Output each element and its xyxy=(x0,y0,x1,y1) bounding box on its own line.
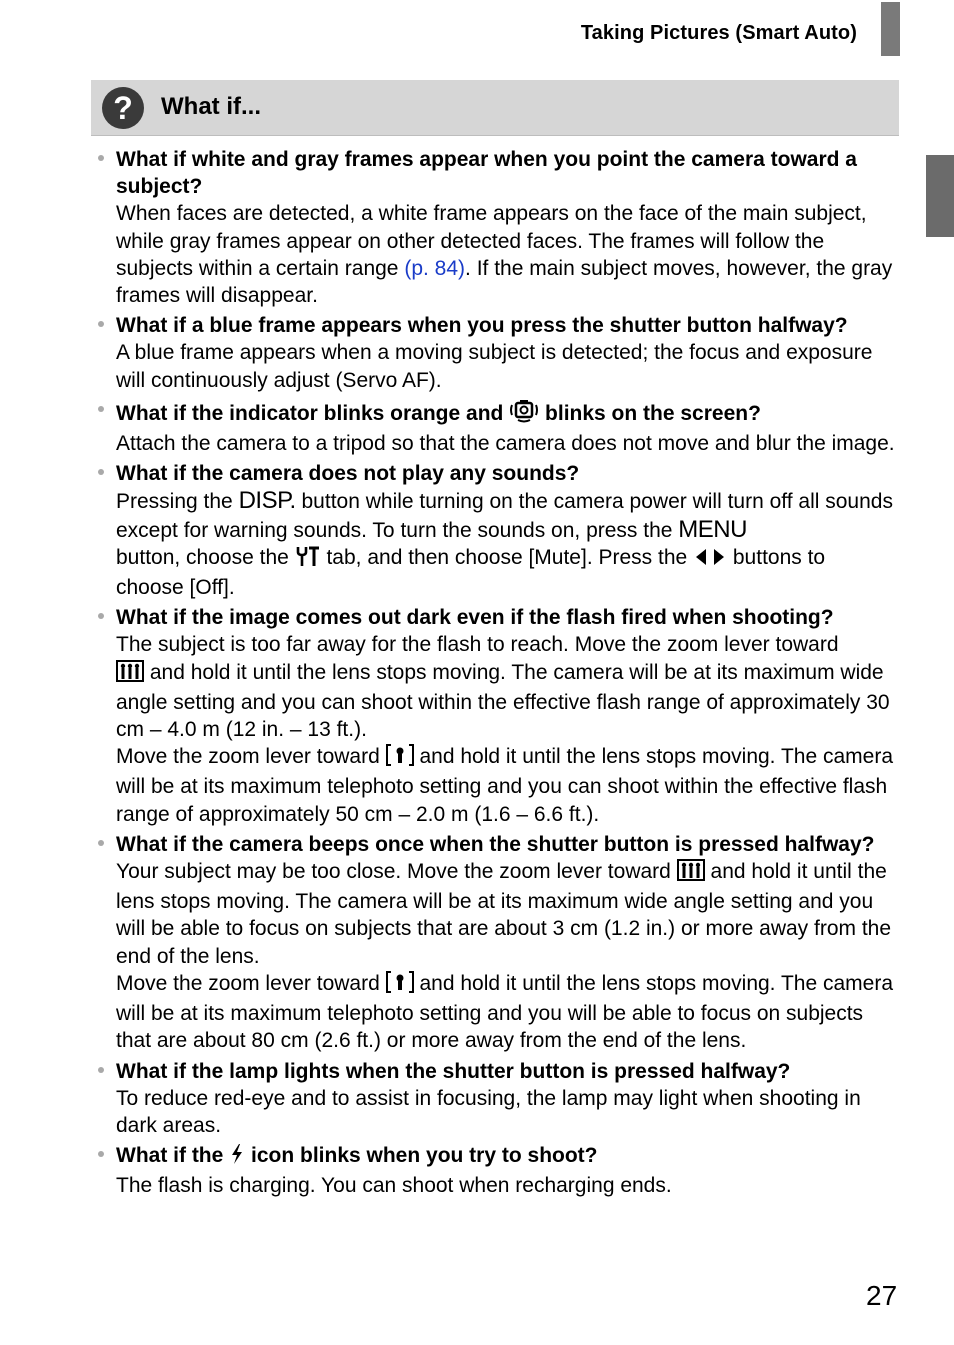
qa-item xyxy=(98,604,898,828)
wide-angle-icon xyxy=(116,660,144,689)
chapter-tab-marker xyxy=(926,155,954,237)
left-right-arrows-icon xyxy=(693,547,727,574)
running-header: Taking Pictures (Smart Auto) xyxy=(580,22,857,44)
bullet xyxy=(98,406,104,412)
qa-item xyxy=(98,460,898,601)
qa-item xyxy=(98,1142,898,1199)
menu-button-label: MENU xyxy=(678,515,747,543)
question: What if the lamp lights when the shutter button is pressed halfway? xyxy=(116,1059,791,1083)
what-if-banner xyxy=(91,80,899,136)
bullet xyxy=(98,469,104,475)
answer: The subject is too far away for the flash to reach. Move the zoom lever toward and hold it until the lens stops moving. The camera will be at its maximum wide angle setting and you can shoot within the effective flash range of approximately 30 cm – 4.0 m (12 in. – 13 ft.). Move the zoom lever toward and hold it until the lens stops moving. The camera will be at its maximum telephoto setting and you can shoot within the effective flash range of approximately 50 cm – 2.0 m (1.6 – 6.6 ft.). xyxy=(116,633,894,826)
header-tab-marker xyxy=(881,2,900,56)
flash-icon xyxy=(229,1143,245,1172)
question-mark-icon: ? xyxy=(102,87,144,129)
bullet xyxy=(98,1151,104,1157)
question: What if the indicator blinks orange and blinks on the screen? xyxy=(116,397,898,430)
banner-title: What if... xyxy=(161,93,261,120)
question: What if the image comes out dark even if the flash fired when shooting? xyxy=(116,606,834,630)
page-number: 27 xyxy=(866,1280,898,1311)
bullet xyxy=(98,321,104,327)
telephoto-icon xyxy=(386,971,414,1000)
wide-angle-icon xyxy=(677,859,705,888)
bullet xyxy=(98,840,104,846)
qa-item xyxy=(98,831,898,1055)
tools-tab-icon xyxy=(295,545,321,574)
qa-list xyxy=(98,146,898,1203)
answer: When faces are detected, a white frame appears on the face of the main subject, while gray frames appear on other detected faces. The frames will follow the subjects within a certain range (p. 84). If the main subject moves, however, the gray frames will disappear. xyxy=(116,202,893,308)
telephoto-icon xyxy=(386,744,414,773)
question: What if the camera beeps once when the shutter button is pressed halfway? xyxy=(116,832,875,856)
camera-shake-icon xyxy=(509,397,539,430)
answer: Attach the camera to a tripod so that the camera does not move and blur the image. xyxy=(116,432,895,456)
answer: Pressing the DISP. button while turning on the camera power will turn off all sounds except for warning sounds. To turn the sounds on, press the MENU button, choose the tab, and then choose [Mute]. Press the buttons to choose [Off]. xyxy=(116,487,893,600)
answer: A blue frame appears when a moving subject is detected; the focus and exposure will continuously adjust (Servo AF). xyxy=(116,341,873,392)
disp-button-label: DISP. xyxy=(238,487,296,515)
page-link[interactable]: (p. 84) xyxy=(404,256,466,280)
qa-item xyxy=(98,146,898,309)
question: What if the icon blinks when you try to shoot? xyxy=(116,1142,898,1172)
answer: To reduce red-eye and to assist in focusing, the lamp may light when shooting in dark areas. xyxy=(116,1086,861,1137)
qa-item xyxy=(98,397,898,457)
question: What if the camera does not play any sounds? xyxy=(116,462,580,486)
answer: Your subject may be too close. Move the zoom lever toward and hold it until the lens stops moving. The camera will be at its maximum wide angle setting and you will be able to focus on subjects that are about 3 cm (1.2 in.) or more away from the end of the lens. Move the zoom lever toward and hold it until the lens stops moving. The camera will be at its maximum telephoto setting and you will be able to focus on subjects that are about 80 cm (2.6 ft.) or more away from the end of the lens. xyxy=(116,860,894,1053)
answer: The flash is charging. You can shoot when recharging ends. xyxy=(116,1174,672,1198)
bullet xyxy=(98,1067,104,1073)
question: What if a blue frame appears when you press the shutter button halfway? xyxy=(116,314,848,338)
qa-item xyxy=(98,312,898,394)
bullet xyxy=(98,155,104,161)
bullet xyxy=(98,613,104,619)
question: What if white and gray frames appear when you point the camera toward a subject? xyxy=(116,148,857,199)
qa-item xyxy=(98,1058,898,1140)
